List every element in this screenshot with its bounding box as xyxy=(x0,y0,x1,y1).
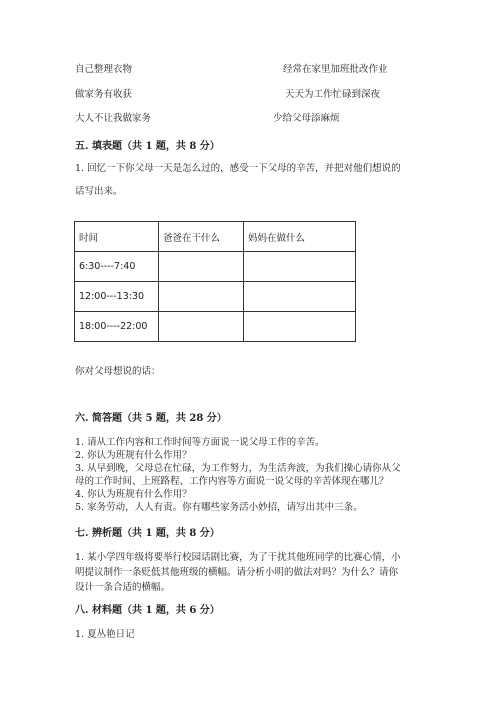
table-cell-time: 12:00---13:30 xyxy=(75,282,159,312)
question-text: 母的工作时间、上班路程、工作内容等方面说一说父母的辛苦体现在哪儿？ xyxy=(75,476,389,487)
section-7-title: 七. 辨析题（共 1 题，共 8 分） xyxy=(75,528,220,539)
pair-row xyxy=(0,110,500,124)
pair-left: 做家务有收获 xyxy=(75,89,133,100)
section-5-title: 五. 填表题（共 1 题，共 8 分） xyxy=(75,141,220,152)
table-header-cell: 妈妈在做什么 xyxy=(244,222,356,252)
question-text: 4. 你认为班规有什么作用？ xyxy=(75,489,192,500)
table-cell-answer[interactable] xyxy=(159,282,244,312)
table-cell-answer[interactable] xyxy=(244,282,356,312)
table-row xyxy=(75,312,356,342)
question-text: 3. 从早到晚，父母总在忙碌，为工作努力，为生活奔波，为我们操心请你从父 xyxy=(75,463,401,474)
table-cell-answer[interactable] xyxy=(159,312,244,342)
question-text: 1. 回忆一下你父母一天是怎么过的，感受一下父母的辛苦，并把对他们想说的 xyxy=(75,163,401,174)
question-text: 5. 家务劳动，人人有责。你有哪些家务活小妙招，请写出其中三条。 xyxy=(75,502,363,513)
question-text: 1. 某小学四年级将要举行校园话剧比赛，为了干扰其他班同学的比赛心情，小 xyxy=(75,552,401,563)
table-cell-answer[interactable] xyxy=(244,252,356,282)
section-8-title: 八. 材料题（共 1 题，共 6 分） xyxy=(75,605,220,616)
pair-right: 经常在家里加班批改作业 xyxy=(283,64,388,75)
question-text: 1. 请从工作内容和工作时间等方面说一说父母工作的辛苦。 xyxy=(75,437,325,448)
table-header-row xyxy=(75,222,356,252)
question-text: 1. 夏丛艳日记 xyxy=(75,629,135,640)
pair-right: 天天为工作忙碌到深夜 xyxy=(285,89,381,100)
section-6-title: 六. 简答题（共 5 题，共 28 分） xyxy=(75,413,227,424)
table-header-cell: 爸爸在干什么 xyxy=(159,222,244,252)
table-row xyxy=(75,282,356,312)
question-text: 2. 你认为班规有什么作用？ xyxy=(75,450,192,461)
question-text: 明提议制作一条贬低其他班级的横幅。请分析小明的做法对吗？为什么？请你 xyxy=(75,567,399,578)
question-text: 设计一条合适的横幅。 xyxy=(75,582,171,593)
table-header-cell: 时间 xyxy=(75,222,159,252)
pair-left: 自己整理衣物 xyxy=(75,64,133,75)
table-cell-answer[interactable] xyxy=(244,312,356,342)
table-cell-answer[interactable] xyxy=(159,252,244,282)
question-text: 话写出来。 xyxy=(75,186,123,197)
table-cell-time: 18:00----22:00 xyxy=(75,312,159,342)
pair-row xyxy=(0,86,500,100)
pair-right: 少给父母添麻烦 xyxy=(273,113,340,124)
table-cell-time: 6:30----7:40 xyxy=(75,252,159,282)
pair-row xyxy=(0,61,500,75)
pair-left: 大人不让我做家务 xyxy=(75,113,152,124)
table-row xyxy=(75,252,356,282)
parents-schedule-table xyxy=(74,221,356,342)
answer-prompt: 你对父母想说的话： xyxy=(75,366,161,377)
